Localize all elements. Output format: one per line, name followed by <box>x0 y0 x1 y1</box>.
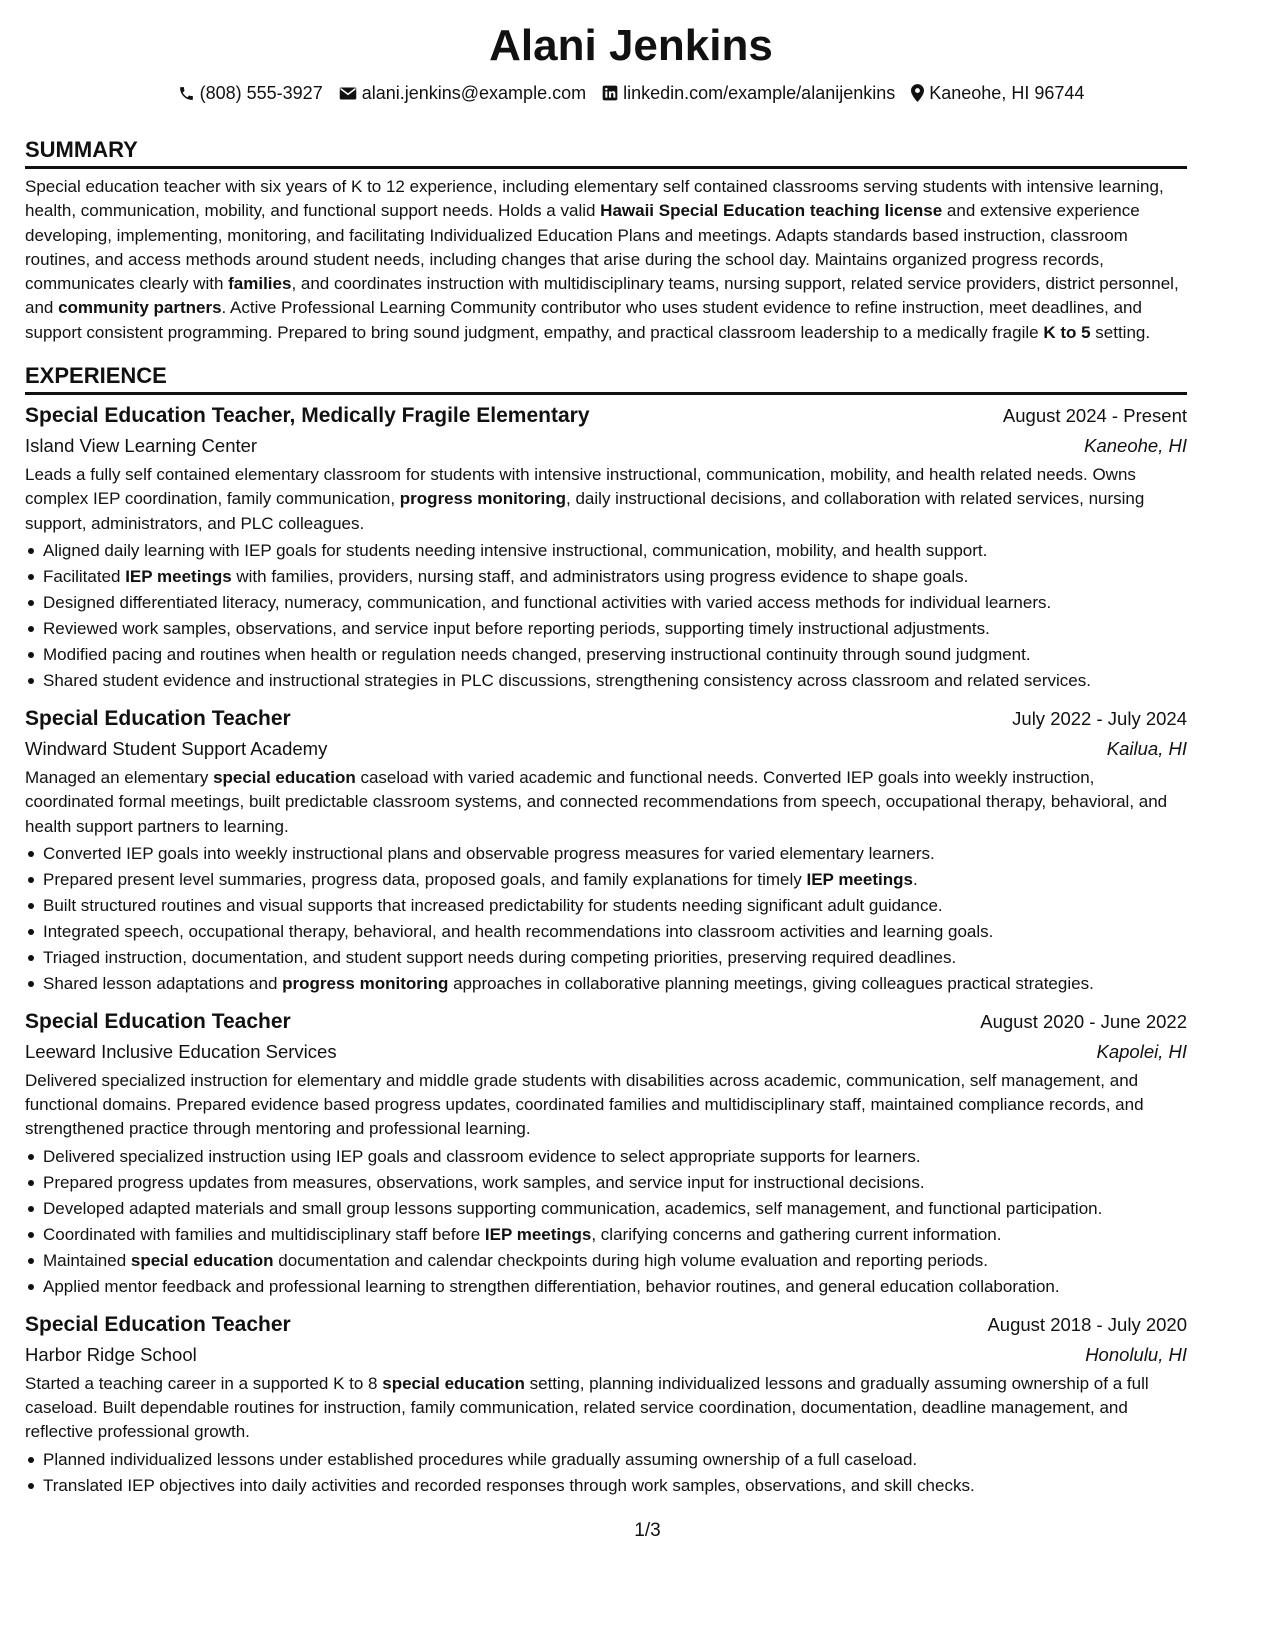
job-dates: August 2024 - Present <box>1002 405 1187 427</box>
text-run: . <box>912 869 918 889</box>
text-run: Designed differentiated literacy, numeracy, communication, and functional activities with varied access methods for individual learners. <box>43 592 1052 612</box>
text-run: with families, providers, nursing staff, and administrators using progress evidence to shape goals. <box>231 566 969 586</box>
text-run: Shared student evidence and instructional strategies in PLC discussions, strengthening consistency across classroom and related services. <box>43 670 1091 690</box>
text-run: Maintained <box>43 1250 131 1270</box>
bold-keyword: special education <box>382 1373 525 1393</box>
job-company: Island View Learning Center <box>25 435 258 457</box>
text-run: Aligned daily learning with IEP goals for students needing intensive instructional, communication, mobility, and health support. <box>43 540 988 560</box>
job-dates: August 2020 - June 2022 <box>980 1010 1187 1032</box>
text-run: Coordinated with families and multidisciplinary staff before <box>43 1224 485 1244</box>
job-heading-row <box>25 1310 1187 1340</box>
job-bullet-list <box>25 1144 1187 1300</box>
contact-bar <box>75 80 1187 106</box>
experience-section <box>25 362 1187 1499</box>
job-bullet-list <box>25 538 1187 694</box>
job-bullet-list <box>25 1447 1187 1499</box>
text-run: setting, planning individualized lessons and gradually assuming ownership of a full caseload. Built dependable routines for instruction, family communication, related service coordination, documentation, deadline management, and reflective professional growth. <box>25 1373 1149 1442</box>
text-run: Delivered specialized instruction using IEP goals and classroom evidence to select appropriate supports for learners. <box>43 1146 921 1166</box>
contact-linkedin[interactable] <box>602 80 895 106</box>
text-run: Applied mentor feedback and professional learning to strengthen differentiation, behavior routines, and general education collaboration. <box>43 1276 1060 1296</box>
job-bullet-list <box>25 841 1187 997</box>
job-entry <box>25 704 1187 997</box>
job-title: Special Education Teacher, Medically Fragile Elementary <box>25 404 590 428</box>
text-run: Developed adapted materials and small group lessons supporting communication, academics, self management, and functional participation. <box>43 1198 1103 1218</box>
job-bullet <box>25 841 1187 867</box>
job-description <box>25 766 1187 839</box>
job-bullet <box>25 945 1187 971</box>
text-run: Built structured routines and visual supports that increased predictability for students needing significant adult guidance. <box>43 895 943 915</box>
text-run: approaches in collaborative planning meetings, giving colleagues practical strategies. <box>448 973 1094 993</box>
linkedin-icon <box>602 85 618 101</box>
job-location: Kailua, HI <box>1106 737 1187 759</box>
job-company-row <box>25 1037 1187 1067</box>
text-run: and extensive experience developing, implementing, monitoring, and facilitating Individualized Education Plans and meetings. Adapts standards based instruction, classroom routines, and access methods around student needs, including changes that arise during the school day. Maintains organized progress records, communicates clearly with <box>25 201 1140 294</box>
bold-keyword: IEP meetings <box>484 1224 592 1244</box>
summary-heading: SUMMARY <box>25 136 1187 169</box>
job-bullet <box>25 1196 1187 1222</box>
job-description <box>25 463 1187 536</box>
job-bullet <box>25 590 1187 616</box>
experience-heading: EXPERIENCE <box>25 362 1187 395</box>
contact-phone <box>178 80 323 106</box>
job-description <box>25 1372 1187 1445</box>
job-bullet <box>25 867 1187 893</box>
text-run: , daily instructional decisions, and collaboration with related services, nursing support, administrators, and PLC colleagues. <box>25 489 1145 533</box>
job-location: Kaneohe, HI <box>1084 435 1187 457</box>
job-bullet <box>25 893 1187 919</box>
text-run: Translated IEP objectives into daily activities and recorded responses through work samples, observations, and skill checks. <box>43 1475 975 1495</box>
email-text: alani.jenkins@example.com <box>361 83 587 103</box>
job-bullet <box>25 1144 1187 1170</box>
job-title: Special Education Teacher <box>25 1312 291 1336</box>
text-run: . Active Professional Learning Community contributor who uses student evidence to refine instruction, meet deadlines, and support consistent programming. Prepared to bring sound judgment, empathy, and practical classroom leadership to a medically fragile <box>25 298 1142 342</box>
text-run: Shared lesson adaptations and <box>43 973 283 993</box>
job-dates: July 2022 - July 2024 <box>1012 707 1187 729</box>
job-bullet <box>25 1473 1187 1499</box>
location-text: Kaneohe, HI 96744 <box>929 83 1085 103</box>
job-title: Special Education Teacher <box>25 706 291 730</box>
text-run: Integrated speech, occupational therapy, behavioral, and health recommendations into classroom activities and learning goals. <box>43 921 994 941</box>
job-company-row <box>25 431 1187 461</box>
job-list <box>25 401 1187 1499</box>
bold-keyword: IEP meetings <box>125 566 232 586</box>
job-heading-row <box>25 704 1187 734</box>
job-heading-row <box>25 401 1187 431</box>
job-company-row <box>25 734 1187 764</box>
bold-keyword: families <box>228 274 292 294</box>
summary-section <box>25 136 1187 345</box>
job-company: Leeward Inclusive Education Services <box>25 1040 337 1062</box>
job-bullet <box>25 1170 1187 1196</box>
text-run: Prepared present level summaries, progress data, proposed goals, and family explanations for timely <box>43 869 807 889</box>
job-bullet <box>25 668 1187 694</box>
job-description <box>25 1069 1187 1142</box>
job-bullet <box>25 1248 1187 1274</box>
job-bullet <box>25 971 1187 997</box>
contact-location <box>911 80 1084 106</box>
job-heading-row <box>25 1007 1187 1037</box>
text-run: Leads a fully self contained elementary classroom for students with intensive instructional, communication, mobility, and health related needs. Owns complex IEP coordination, family communication, <box>25 465 1136 509</box>
bold-keyword: progress monitoring <box>399 489 567 509</box>
text-run: setting. <box>1090 322 1151 342</box>
bold-keyword: K to 5 <box>1043 322 1091 342</box>
text-run: Delivered specialized instruction for elementary and middle grade students with disabilities across academic, communication, self management, and functional domains. Prepared evidence based progress updates, coordinated families and multidisciplinary staff, maintained compliance records, and strengthened practice through mentoring and professional learning. <box>25 1070 1144 1139</box>
text-run: caseload with varied academic and functional needs. Converted IEP goals into weekly instruction, coordinated formal meetings, built predictable classroom systems, and connected recommendations from speech, occupational therapy, behavioral, and health support partners to learning. <box>25 767 1168 836</box>
job-bullet <box>25 564 1187 590</box>
text-run: Managed an elementary <box>25 767 214 787</box>
bold-keyword: IEP meetings <box>806 869 913 889</box>
job-dates: August 2018 - July 2020 <box>987 1313 1187 1335</box>
job-bullet <box>25 616 1187 642</box>
map-marker-icon <box>911 84 924 102</box>
job-title: Special Education Teacher <box>25 1009 291 1033</box>
job-company: Harbor Ridge School <box>25 1343 197 1365</box>
job-company: Windward Student Support Academy <box>25 737 328 759</box>
text-run: , clarifying concerns and gathering current information. <box>591 1224 1002 1244</box>
job-bullet <box>25 1222 1187 1248</box>
text-run: documentation and calendar checkpoints during high volume evaluation and reporting periods. <box>273 1250 989 1270</box>
envelope-icon <box>339 86 357 101</box>
job-bullet <box>25 1447 1187 1473</box>
contact-email[interactable] <box>339 80 586 106</box>
text-run: , and coordinates instruction with multidisciplinary teams, nursing support, related service providers, district personnel, and <box>25 274 1179 318</box>
bold-keyword: Hawaii Special Education teaching license <box>600 201 943 221</box>
bold-keyword: special education <box>213 767 356 787</box>
job-bullet <box>25 538 1187 564</box>
resume-header <box>25 0 1187 106</box>
text-run: Prepared progress updates from measures, observations, work samples, and service input for instructional decisions. <box>43 1172 925 1192</box>
text-run: Special education teacher with six years of K to 12 experience, including elementary self contained classrooms serving students with intensive learning, health, communication, mobility, and functional support needs. Holds a valid <box>25 177 1164 221</box>
job-location: Kapolei, HI <box>1096 1040 1187 1062</box>
phone-icon <box>178 85 195 102</box>
text-run: Converted IEP goals into weekly instructional plans and observable progress measures for varied elementary learners. <box>43 843 935 863</box>
job-bullet <box>25 919 1187 945</box>
summary-text <box>25 175 1187 345</box>
bold-keyword: community partners <box>58 298 222 318</box>
text-run: Facilitated <box>43 566 126 586</box>
text-run: Triaged instruction, documentation, and student support needs during competing priorities, preserving required deadlines. <box>43 947 957 967</box>
candidate-name: Alani Jenkins <box>489 21 773 70</box>
bold-keyword: progress monitoring <box>282 973 449 993</box>
text-run: Modified pacing and routines when health or regulation needs changed, preserving instructional continuity through sound judgment. <box>43 644 1031 664</box>
job-entry <box>25 1310 1187 1499</box>
linkedin-text: linkedin.com/example/alanijenkins <box>623 83 896 103</box>
page-number: 1/3 <box>634 1520 661 1541</box>
job-entry <box>25 1007 1187 1300</box>
text-run: Planned individualized lessons under established procedures while gradually assuming ownership of a full caseload. <box>43 1449 918 1469</box>
bold-keyword: special education <box>130 1250 274 1270</box>
job-bullet <box>25 1274 1187 1300</box>
text-run: Reviewed work samples, observations, and service input before reporting periods, supporting timely instructional adjustments. <box>43 618 990 638</box>
job-bullet <box>25 642 1187 668</box>
text-run: Started a teaching career in a supported K to 8 <box>25 1373 383 1393</box>
job-company-row <box>25 1340 1187 1370</box>
job-entry <box>25 401 1187 694</box>
phone-text: (808) 555-3927 <box>199 83 323 103</box>
job-location: Honolulu, HI <box>1085 1343 1187 1365</box>
